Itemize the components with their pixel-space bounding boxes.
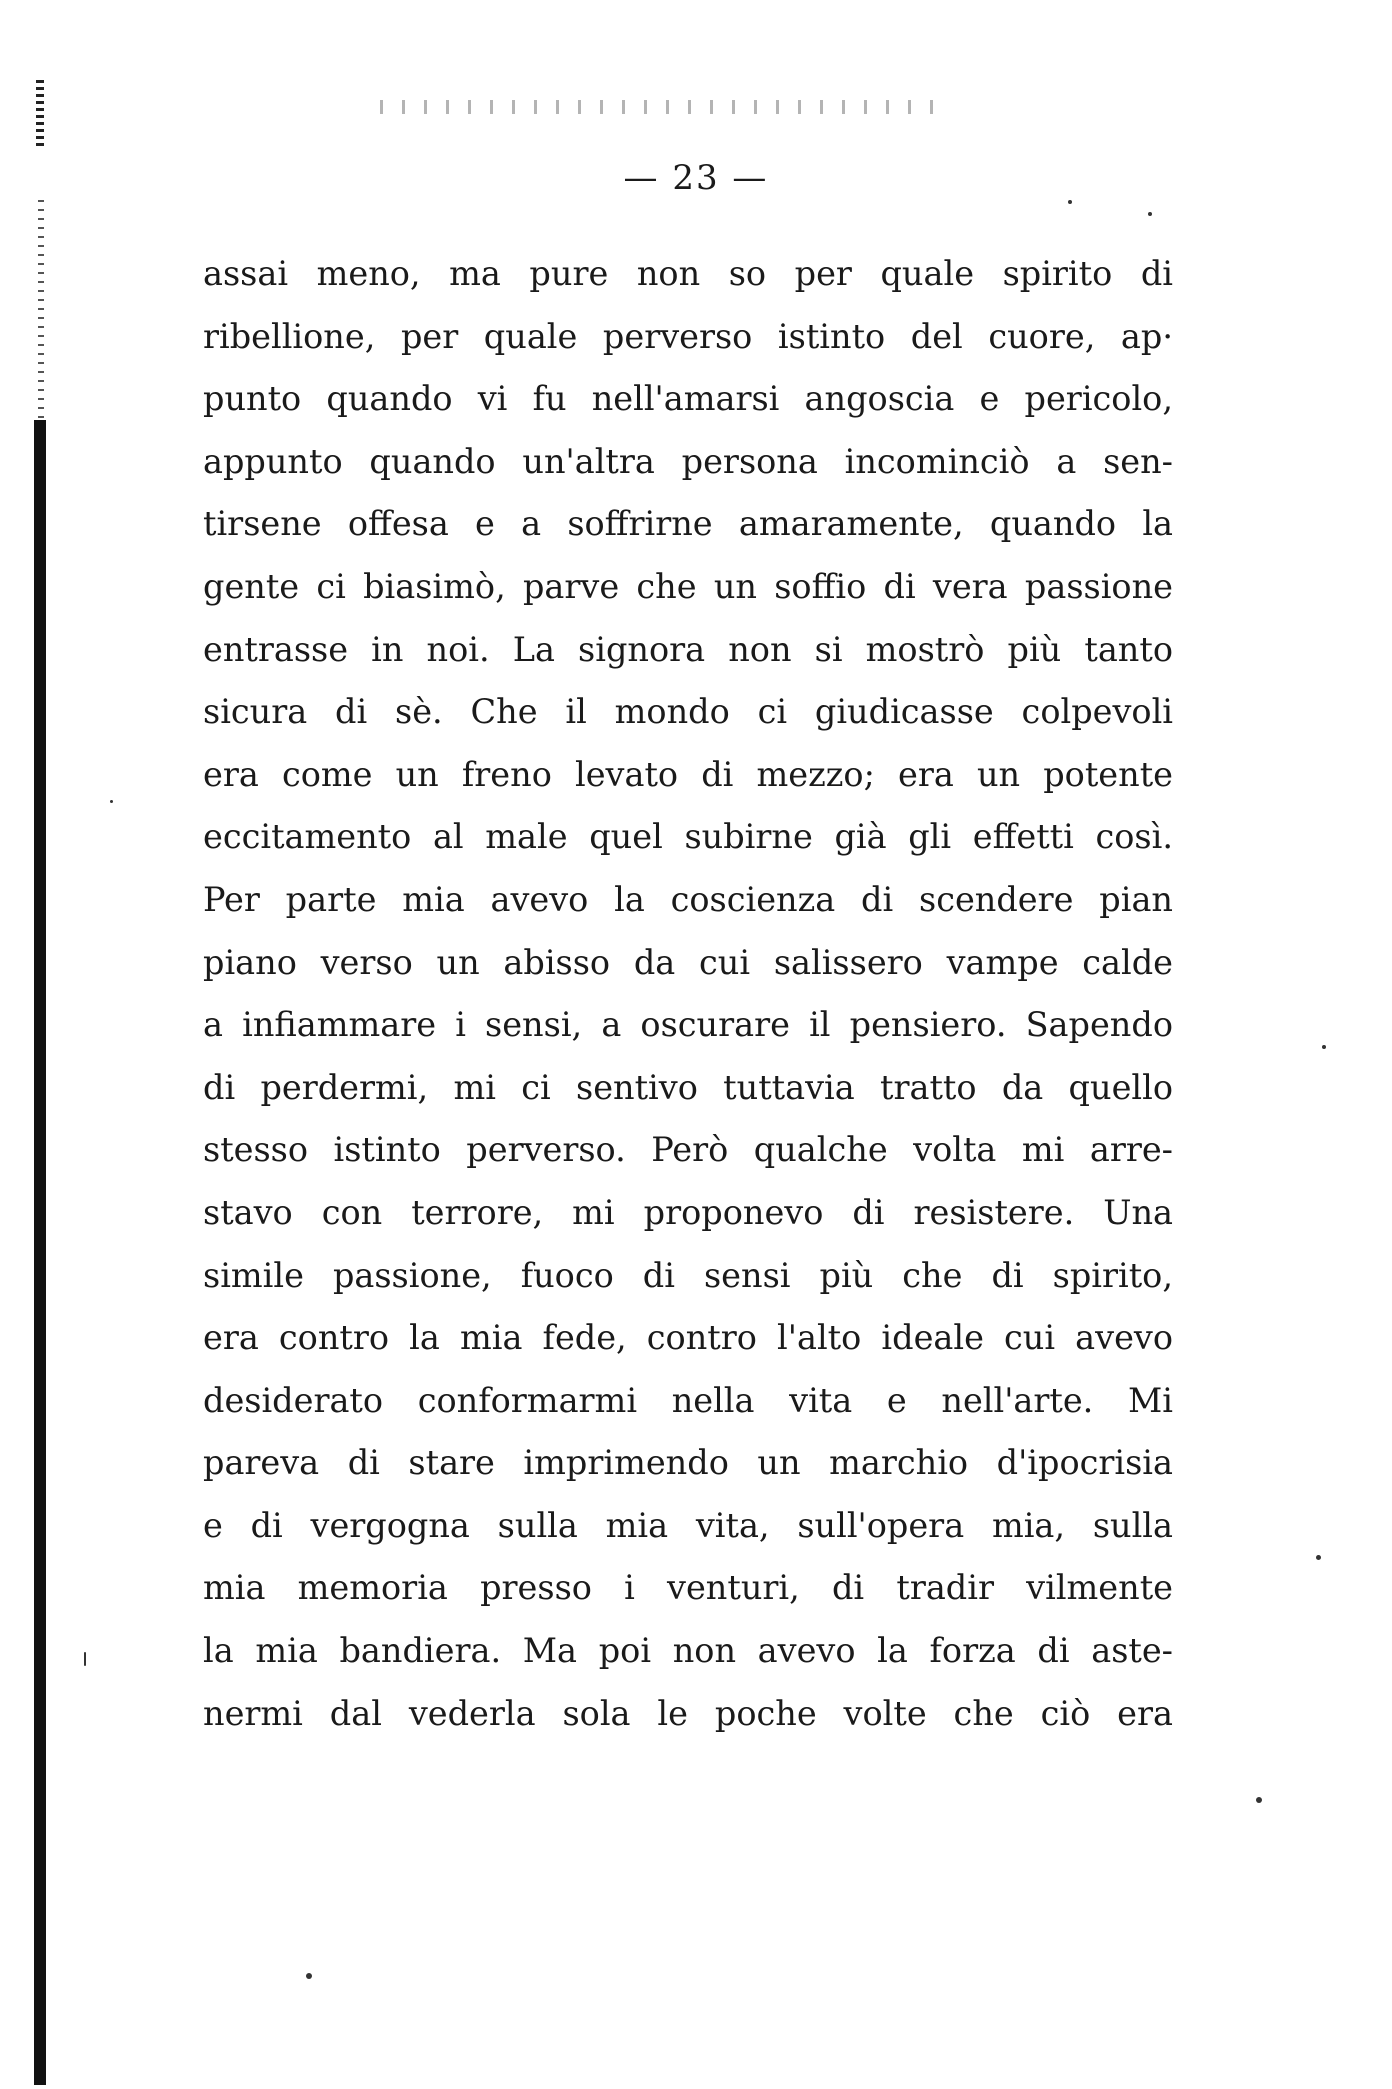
- text-line: stesso istinto perverso. Però qualche volta mi arre-: [203, 1130, 1173, 1170]
- text-line: a infiammare i sensi, a oscurare il pensiero. Sapendo: [203, 1005, 1173, 1045]
- binding-edge: [34, 420, 46, 2085]
- binding-edge-top: [36, 80, 44, 150]
- text-line: era come un freno levato di mezzo; era un potente: [203, 754, 1173, 794]
- binding-edge-mid: [38, 200, 44, 420]
- text-line: mia memoria presso i venturi, di tradir vilmente: [203, 1568, 1173, 1608]
- text-line: simile passione, fuoco di sensi più che di spirito,: [203, 1255, 1173, 1295]
- text-line: di perdermi, mi ci sentivo tuttavia tratto da quello: [203, 1067, 1173, 1107]
- speck: [1068, 200, 1072, 204]
- page-number: — 23 —: [623, 158, 769, 198]
- text-line: piano verso un abisso da cui salissero vampe calde: [203, 942, 1173, 982]
- text-line: la mia bandiera. Ma poi non avevo la forza di aste-: [203, 1631, 1173, 1671]
- text-line: pareva di stare imprimendo un marchio d'ipocrisia: [203, 1443, 1173, 1483]
- text-line: gente ci biasimò, parve che un soffio di vera passione: [203, 566, 1173, 606]
- text-line: assai meno, ma pure non so per quale spirito di: [203, 254, 1173, 293]
- text-line: eccitamento al male quel subirne già gli effetti così.: [203, 817, 1173, 857]
- text-line: sicura di sè. Che il mondo ci giudicasse colpevoli: [203, 692, 1173, 732]
- speck: [1256, 1797, 1262, 1803]
- text-line: entrasse in noi. La signora non si mostrò più tanto: [203, 629, 1173, 669]
- text-line: era contro la mia fede, contro l'alto ideale cui avevo: [203, 1318, 1173, 1358]
- text-line: desiderato conformarmi nella vita e nell'arte. Mi: [203, 1380, 1173, 1420]
- speck: [1322, 1045, 1326, 1049]
- speck: [1148, 212, 1152, 216]
- speck: [110, 800, 113, 803]
- text-line: appunto quando un'altra persona incominciò a sen-: [203, 441, 1173, 481]
- text-line: e di vergogna sulla mia vita, sull'opera mia, sulla: [203, 1505, 1173, 1545]
- text-line: punto quando vi fu nell'amarsi angoscia e pericolo,: [203, 379, 1173, 419]
- text-block: [203, 243, 1173, 1745]
- text-line: nermi dal vederla sola le poche volte che ciò era: [203, 1693, 1173, 1733]
- speck: [306, 1973, 312, 1979]
- speck: [1316, 1555, 1321, 1560]
- text-line: ribellione, per quale perverso istinto del cuore, ap·: [203, 316, 1173, 356]
- text-line: tirsene offesa e a soffrirne amaramente, quando la: [203, 504, 1173, 544]
- scan-noise: [380, 100, 940, 114]
- speck: [84, 1652, 86, 1666]
- text-line: stavo con terrore, mi proponevo di resistere. Una: [203, 1192, 1173, 1232]
- text-line: Per parte mia avevo la coscienza di scendere pian: [203, 879, 1173, 919]
